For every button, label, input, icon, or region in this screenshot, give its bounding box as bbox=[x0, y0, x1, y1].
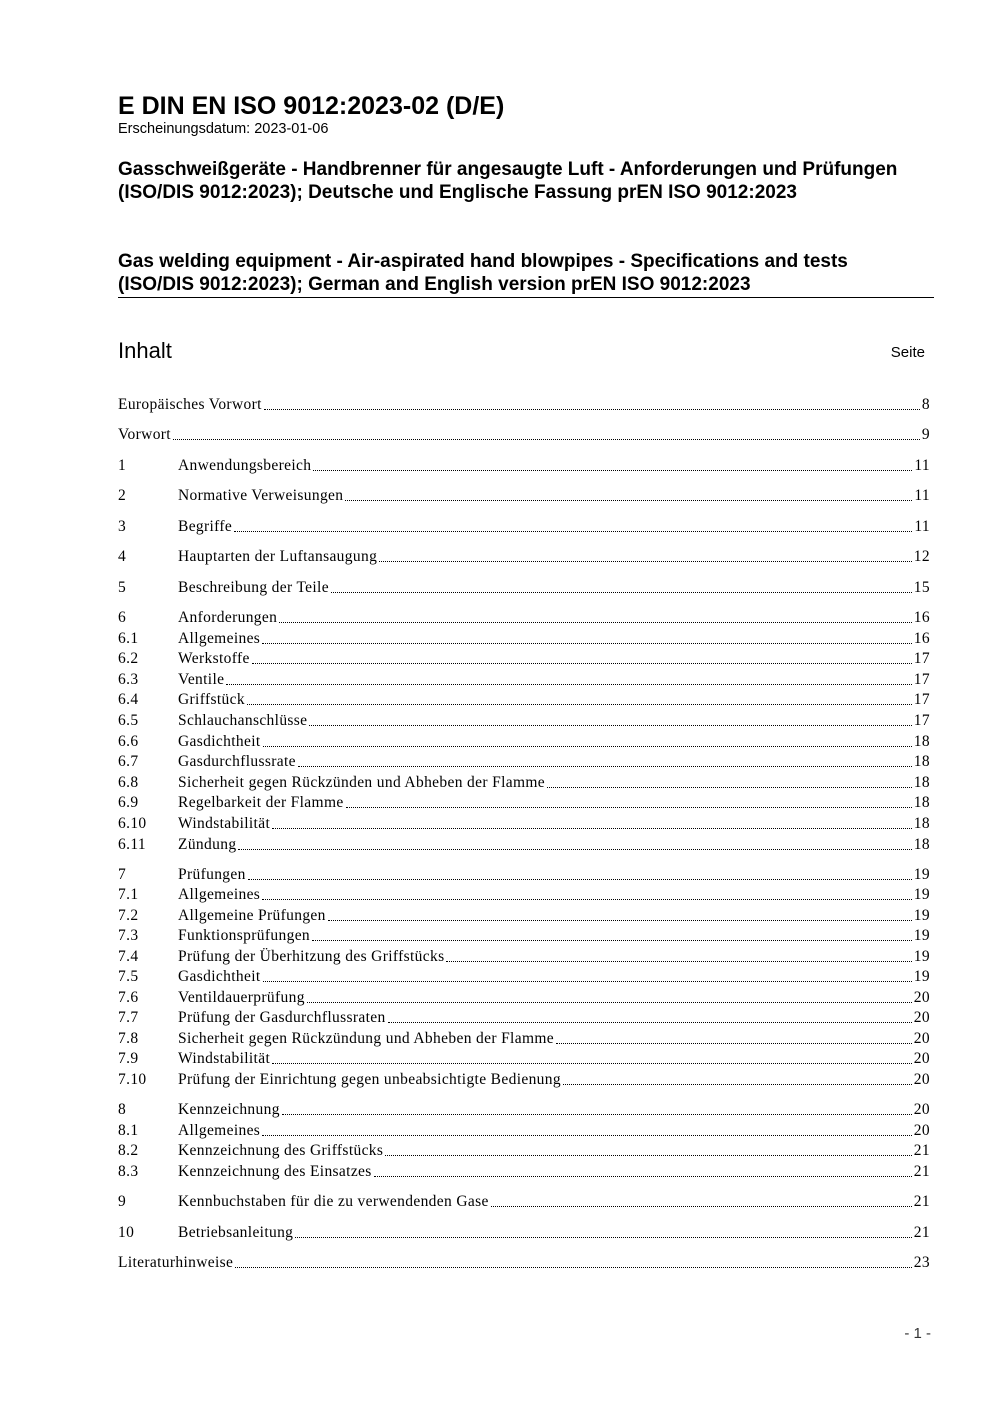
toc-dot-leader bbox=[262, 643, 912, 644]
toc-entry-page: 18 bbox=[913, 753, 930, 770]
toc-entry-number: 7.10 bbox=[118, 1071, 147, 1088]
toc-entry-page: 20 bbox=[913, 1050, 930, 1067]
toc-entry[interactable] bbox=[118, 649, 930, 669]
toc-entry-number: 7.5 bbox=[118, 968, 139, 985]
toc-entry-label: Normative Verweisungen bbox=[178, 487, 344, 504]
toc-entry-label: Europäisches Vorwort bbox=[118, 396, 262, 413]
toc-entry-page: 17 bbox=[913, 691, 930, 708]
toc-entry[interactable] bbox=[118, 793, 930, 813]
toc-entry[interactable] bbox=[118, 547, 930, 567]
toc-dot-leader bbox=[235, 1267, 912, 1268]
toc-dot-leader bbox=[238, 849, 911, 850]
toc-entry-page: 15 bbox=[913, 579, 930, 596]
toc-entry-label: Ventile bbox=[178, 671, 225, 688]
toc-dot-leader bbox=[379, 561, 912, 562]
toc-entry-number: 1 bbox=[118, 457, 127, 474]
toc-entry-label: Prüfung der Einrichtung gegen unbeabsichtigte Bedienung bbox=[178, 1071, 561, 1088]
toc-entry-number: 5 bbox=[118, 579, 127, 596]
toc-entry-page: 18 bbox=[913, 836, 930, 853]
toc-entry-label: Gasdichtheit bbox=[178, 968, 261, 985]
toc-dot-leader bbox=[247, 704, 912, 705]
toc-dot-leader bbox=[374, 1176, 912, 1177]
toc-entry-number: 6.6 bbox=[118, 733, 139, 750]
toc-entry-number: 6.10 bbox=[118, 815, 147, 832]
toc-entry-number: 2 bbox=[118, 487, 127, 504]
toc-entry-label: Funktionsprüfungen bbox=[178, 927, 311, 944]
toc-entry[interactable] bbox=[118, 456, 930, 476]
toc-entry[interactable] bbox=[118, 773, 930, 793]
toc-entry-number: 7.7 bbox=[118, 1009, 139, 1026]
toc-entry[interactable] bbox=[118, 885, 930, 905]
toc-entry-page: 11 bbox=[914, 518, 930, 535]
toc-dot-leader bbox=[331, 592, 912, 593]
toc-entry[interactable] bbox=[118, 629, 930, 649]
toc-entry-page: 9 bbox=[921, 426, 930, 443]
toc-entry-page: 19 bbox=[913, 886, 930, 903]
toc-entry-label: Werkstoffe bbox=[178, 650, 250, 667]
toc-entry-label: Windstabilität bbox=[178, 1050, 271, 1067]
toc-entry[interactable] bbox=[118, 608, 930, 628]
publication-date: Erscheinungsdatum: 2023-01-06 bbox=[118, 121, 329, 137]
toc-entry[interactable] bbox=[118, 988, 930, 1008]
toc-entry-label: Hauptarten der Luftansaugung bbox=[178, 548, 378, 565]
toc-entry-number: 6.5 bbox=[118, 712, 139, 729]
toc-entry-page: 12 bbox=[913, 548, 930, 565]
toc-entry[interactable] bbox=[118, 967, 930, 987]
toc-entry-page: 19 bbox=[913, 968, 930, 985]
toc-dot-leader bbox=[262, 899, 912, 900]
toc-entry[interactable] bbox=[118, 1253, 930, 1273]
toc-entry[interactable] bbox=[118, 1141, 930, 1161]
toc-dot-leader bbox=[272, 1063, 912, 1064]
toc-entry-page: 23 bbox=[913, 1254, 930, 1271]
toc-entry-number: 8.3 bbox=[118, 1163, 139, 1180]
toc-entry-page: 20 bbox=[913, 1101, 930, 1118]
toc-entry-label: Kennbuchstaben für die zu verwendenden Gase bbox=[178, 1193, 489, 1210]
toc-entry[interactable] bbox=[118, 1008, 930, 1028]
toc-dot-leader bbox=[264, 409, 920, 410]
toc-entry[interactable] bbox=[118, 1192, 930, 1212]
toc-entry-label: Anwendungsbereich bbox=[178, 457, 312, 474]
toc-entry-page: 21 bbox=[913, 1142, 930, 1159]
toc-dot-leader bbox=[307, 1002, 912, 1003]
toc-entry-label: Sicherheit gegen Rückzünden und Abheben der Flamme bbox=[178, 774, 546, 791]
toc-entry[interactable] bbox=[118, 906, 930, 926]
toc-entry[interactable] bbox=[118, 926, 930, 946]
toc-entry-page: 16 bbox=[913, 630, 930, 647]
toc-entry-label: Zündung bbox=[178, 836, 237, 853]
toc-entry-label: Kennzeichnung bbox=[178, 1101, 280, 1118]
toc-entry-label: Kennzeichnung des Griffstücks bbox=[178, 1142, 384, 1159]
toc-entry[interactable] bbox=[118, 690, 930, 710]
toc-dot-leader bbox=[446, 961, 911, 962]
toc-dot-leader bbox=[312, 940, 912, 941]
toc-entry-number: 6.11 bbox=[118, 836, 146, 853]
toc-entry-number: 7.6 bbox=[118, 989, 139, 1006]
toc-dot-leader bbox=[298, 766, 912, 767]
toc-dot-leader bbox=[556, 1043, 912, 1044]
toc-entry[interactable] bbox=[118, 486, 930, 506]
toc-entry-page: 19 bbox=[913, 948, 930, 965]
toc-entry[interactable] bbox=[118, 1029, 930, 1049]
toc-heading: Inhalt bbox=[118, 338, 172, 363]
toc-entry-label: Vorwort bbox=[118, 426, 171, 443]
toc-entry[interactable] bbox=[118, 814, 930, 834]
toc-entry-page: 17 bbox=[913, 712, 930, 729]
document-id: E DIN EN ISO 9012:2023-02 (D/E) bbox=[118, 92, 505, 120]
toc-entry-number: 6.1 bbox=[118, 630, 139, 647]
toc-dot-leader bbox=[328, 920, 912, 921]
toc-entry-page: 11 bbox=[914, 457, 930, 474]
toc-page-column-label: Seite bbox=[890, 344, 925, 361]
toc-entry-page: 20 bbox=[913, 1122, 930, 1139]
toc-entry-page: 17 bbox=[913, 650, 930, 667]
toc-entry-label: Allgemeines bbox=[178, 1122, 261, 1139]
toc-entry[interactable] bbox=[118, 670, 930, 690]
toc-entry-label: Prüfungen bbox=[178, 866, 246, 883]
toc-entry-number: 6.4 bbox=[118, 691, 139, 708]
toc-dot-leader bbox=[263, 746, 912, 747]
toc-entry-label: Literaturhinweise bbox=[118, 1254, 234, 1271]
toc-dot-leader bbox=[272, 828, 912, 829]
title-english: Gas welding equipment - Air-aspirated hand blowpipes - Specifications and tests (ISO/DIS 9012:2023); German and English version prEN ISO 9012:2023 bbox=[118, 251, 848, 295]
toc-dot-leader bbox=[226, 684, 911, 685]
toc-entry[interactable] bbox=[118, 1121, 930, 1141]
toc-entry-label: Prüfung der Überhitzung des Griffstücks bbox=[178, 948, 445, 965]
toc-entry-number: 3 bbox=[118, 518, 127, 535]
toc-entry-label: Windstabilität bbox=[178, 815, 271, 832]
toc-entry-page: 20 bbox=[913, 1030, 930, 1047]
toc-entry-label: Ventildauerprüfung bbox=[178, 989, 305, 1006]
toc-entry-number: 8.1 bbox=[118, 1122, 139, 1139]
toc-entry[interactable] bbox=[118, 1100, 930, 1120]
toc-entry-page: 18 bbox=[913, 794, 930, 811]
toc-entry-page: 17 bbox=[913, 671, 930, 688]
toc-entry-label: Beschreibung der Teile bbox=[178, 579, 329, 596]
toc-entry[interactable] bbox=[118, 578, 930, 598]
toc-entry-number: 7.8 bbox=[118, 1030, 139, 1047]
toc-entry-page: 11 bbox=[914, 487, 930, 504]
toc-entry-page: 18 bbox=[913, 774, 930, 791]
toc-entry-number: 7.2 bbox=[118, 907, 139, 924]
toc-entry[interactable] bbox=[118, 732, 930, 752]
toc-entry[interactable] bbox=[118, 1070, 930, 1090]
page-number: - 1 - bbox=[904, 1325, 931, 1342]
toc-entry[interactable] bbox=[118, 835, 930, 855]
toc-dot-leader bbox=[263, 981, 912, 982]
toc-entry-number: 7.4 bbox=[118, 948, 139, 965]
toc-dot-leader bbox=[282, 1114, 912, 1115]
toc-entry-label: Griffstück bbox=[178, 691, 245, 708]
toc-dot-leader bbox=[547, 787, 912, 788]
toc-entry-page: 8 bbox=[921, 396, 930, 413]
toc-entry-page: 20 bbox=[913, 1071, 930, 1088]
toc-entry-label: Regelbarkeit der Flamme bbox=[178, 794, 344, 811]
toc-entry-label: Gasdichtheit bbox=[178, 733, 261, 750]
toc-entry[interactable] bbox=[118, 395, 930, 415]
toc-dot-leader bbox=[295, 1237, 912, 1238]
toc-entry-label: Sicherheit gegen Rückzündung und Abheben der Flamme bbox=[178, 1030, 554, 1047]
toc-entry-label: Allgemeine Prüfungen bbox=[178, 907, 326, 924]
toc-dot-leader bbox=[279, 622, 912, 623]
toc-entry[interactable] bbox=[118, 711, 930, 731]
toc-entry-label: Allgemeines bbox=[178, 630, 261, 647]
toc-entry-number: 4 bbox=[118, 548, 127, 565]
toc-entry-page: 21 bbox=[913, 1163, 930, 1180]
toc-entry-label: Kennzeichnung des Einsatzes bbox=[178, 1163, 372, 1180]
toc-entry-page: 19 bbox=[913, 907, 930, 924]
toc-entry-label: Gasdurchflussrate bbox=[178, 753, 296, 770]
table-of-contents bbox=[118, 0, 930, 1403]
toc-dot-leader bbox=[173, 439, 920, 440]
toc-entry-page: 16 bbox=[913, 609, 930, 626]
toc-entry-number: 7.9 bbox=[118, 1050, 139, 1067]
toc-entry-page: 21 bbox=[913, 1224, 930, 1241]
toc-entry[interactable] bbox=[118, 517, 930, 537]
toc-entry[interactable] bbox=[118, 865, 930, 885]
toc-dot-leader bbox=[385, 1155, 912, 1156]
toc-entry-number: 9 bbox=[118, 1193, 127, 1210]
toc-entry-page: 19 bbox=[913, 927, 930, 944]
toc-entry-number: 6.2 bbox=[118, 650, 139, 667]
toc-dot-leader bbox=[248, 879, 912, 880]
toc-entry-page: 19 bbox=[913, 866, 930, 883]
toc-entry-label: Betriebsanleitung bbox=[178, 1224, 294, 1241]
toc-entry[interactable] bbox=[118, 425, 930, 445]
toc-dot-leader bbox=[345, 500, 912, 501]
toc-entry-label: Allgemeines bbox=[178, 886, 261, 903]
toc-dot-leader bbox=[262, 1135, 912, 1136]
toc-entry-number: 7.1 bbox=[118, 886, 139, 903]
toc-dot-leader bbox=[252, 663, 912, 664]
toc-dot-leader bbox=[313, 470, 912, 471]
toc-dot-leader bbox=[234, 531, 912, 532]
title-german: Gasschweißgeräte - Handbrenner für angesaugte Luft - Anforderungen und Prüfungen (ISO/DIS 9012:2023); Deutsche und Englische Fassung prEN ISO 9012:2023 bbox=[118, 159, 898, 203]
toc-entry[interactable] bbox=[118, 752, 930, 772]
toc-dot-leader bbox=[309, 725, 911, 726]
toc-entry-page: 18 bbox=[913, 733, 930, 750]
toc-entry[interactable] bbox=[118, 1049, 930, 1069]
toc-entry-number: 6.3 bbox=[118, 671, 139, 688]
toc-entry[interactable] bbox=[118, 947, 930, 967]
toc-entry-number: 6.9 bbox=[118, 794, 139, 811]
toc-entry-number: 10 bbox=[118, 1224, 135, 1241]
toc-dot-leader bbox=[346, 807, 912, 808]
toc-entry-page: 20 bbox=[913, 989, 930, 1006]
toc-entry-label: Anforderungen bbox=[178, 609, 278, 626]
toc-entry-number: 6 bbox=[118, 609, 127, 626]
toc-entry-number: 8 bbox=[118, 1101, 127, 1118]
toc-entry-page: 18 bbox=[913, 815, 930, 832]
toc-entry-page: 20 bbox=[913, 1009, 930, 1026]
toc-entry[interactable] bbox=[118, 1162, 930, 1182]
toc-entry-label: Prüfung der Gasdurchflussraten bbox=[178, 1009, 386, 1026]
toc-entry-number: 8.2 bbox=[118, 1142, 139, 1159]
toc-entry-page: 21 bbox=[913, 1193, 930, 1210]
toc-dot-leader bbox=[563, 1084, 912, 1085]
toc-dot-leader bbox=[388, 1022, 912, 1023]
toc-entry-number: 6.8 bbox=[118, 774, 139, 791]
toc-entry-label: Begriffe bbox=[178, 518, 233, 535]
toc-dot-leader bbox=[491, 1206, 912, 1207]
toc-entry-number: 6.7 bbox=[118, 753, 139, 770]
toc-entry-number: 7.3 bbox=[118, 927, 139, 944]
toc-entry-label: Schlauchanschlüsse bbox=[178, 712, 308, 729]
toc-entry[interactable] bbox=[118, 1223, 930, 1243]
toc-entry-number: 7 bbox=[118, 866, 127, 883]
